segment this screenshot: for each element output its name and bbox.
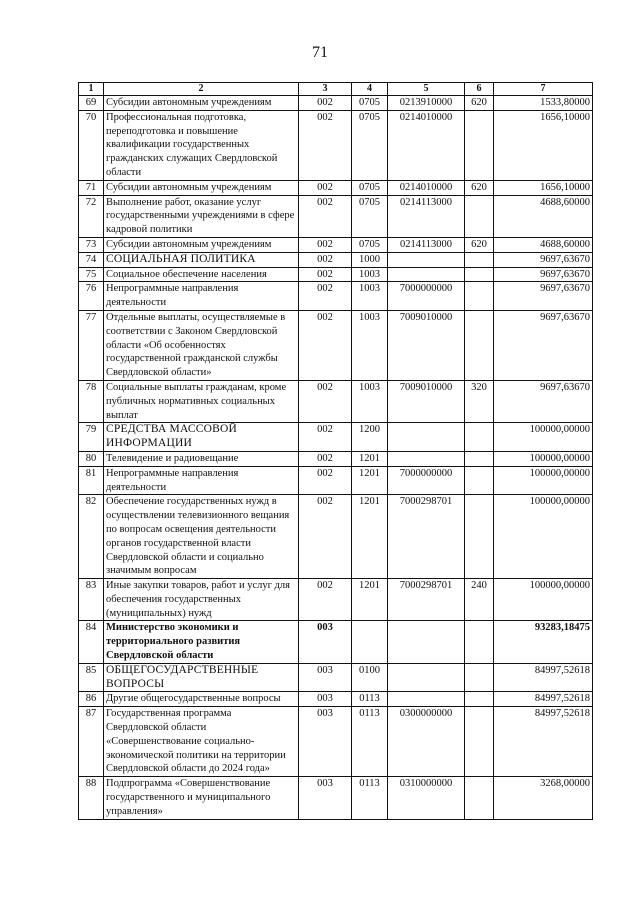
row-target-code: 0214113000 bbox=[388, 195, 465, 237]
row-expense-type-code: 320 bbox=[465, 380, 494, 422]
row-ministry-code: 002 bbox=[299, 466, 352, 495]
row-target-code: 7000000000 bbox=[388, 282, 465, 311]
row-section-code: 1201 bbox=[352, 466, 388, 495]
row-target-code: 7000298701 bbox=[388, 495, 465, 579]
col-header-3: 3 bbox=[299, 83, 352, 96]
table-row bbox=[79, 777, 593, 819]
row-expense-type-code bbox=[465, 466, 494, 495]
row-target-code: 7000298701 bbox=[388, 579, 465, 621]
row-target-code bbox=[388, 451, 465, 466]
row-target-code: 0310000000 bbox=[388, 777, 465, 819]
table-row bbox=[79, 310, 593, 380]
row-section-code: 0113 bbox=[352, 692, 388, 707]
row-expense-type-code bbox=[465, 777, 494, 819]
row-ministry-code: 002 bbox=[299, 423, 352, 452]
table-row bbox=[79, 267, 593, 282]
row-section-code: 0113 bbox=[352, 777, 388, 819]
row-description: Социальное обеспечение населения bbox=[104, 267, 299, 282]
row-number: 84 bbox=[79, 621, 104, 663]
row-section-code: 1200 bbox=[352, 423, 388, 452]
row-expense-type-code bbox=[465, 692, 494, 707]
row-section-code: 0113 bbox=[352, 707, 388, 777]
table-row bbox=[79, 423, 593, 452]
row-ministry-code: 003 bbox=[299, 692, 352, 707]
row-amount: 93283,18475 bbox=[494, 621, 593, 663]
row-target-code: 7009010000 bbox=[388, 310, 465, 380]
row-section-code bbox=[352, 621, 388, 663]
row-target-code bbox=[388, 267, 465, 282]
row-number: 82 bbox=[79, 495, 104, 579]
col-header-1: 1 bbox=[79, 83, 104, 96]
table-row bbox=[79, 96, 593, 111]
row-ministry-code: 002 bbox=[299, 267, 352, 282]
row-expense-type-code bbox=[465, 451, 494, 466]
row-description: Субсидии автономным учреждениям bbox=[104, 96, 299, 111]
row-description: Обеспечение государственных нужд в осуществлении телевизионного вещания по вопросам освещения деятельности органов государственной власти Свердловской области и социально значимым вопросам bbox=[104, 495, 299, 579]
row-number: 86 bbox=[79, 692, 104, 707]
row-description: Государственная программа Свердловской области «Совершенствование социально-экономической политики на территории Свердловской области до 2024 года» bbox=[104, 707, 299, 777]
row-number: 76 bbox=[79, 282, 104, 311]
row-amount: 84997,52618 bbox=[494, 692, 593, 707]
row-ministry-code: 002 bbox=[299, 110, 352, 180]
table-body bbox=[79, 96, 593, 820]
row-number: 85 bbox=[79, 663, 104, 692]
row-description: Субсидии автономным учреждениям bbox=[104, 180, 299, 195]
row-amount: 100000,00000 bbox=[494, 423, 593, 452]
row-target-code bbox=[388, 692, 465, 707]
col-header-7: 7 bbox=[494, 83, 593, 96]
row-description: Отдельные выплаты, осуществляемые в соответствии с Законом Свердловской области «Об особенностях государственной гражданской службы Свердловской области» bbox=[104, 310, 299, 380]
row-section-code: 1201 bbox=[352, 495, 388, 579]
row-number: 87 bbox=[79, 707, 104, 777]
row-description: Иные закупки товаров, работ и услуг для обеспечения государственных (муниципальных) нужд bbox=[104, 579, 299, 621]
page-number: 71 bbox=[312, 44, 328, 61]
table-row bbox=[79, 495, 593, 579]
row-description: Непрограммные направления деятельности bbox=[104, 282, 299, 311]
row-ministry-code: 002 bbox=[299, 310, 352, 380]
table-row bbox=[79, 237, 593, 252]
row-number: 75 bbox=[79, 267, 104, 282]
row-amount: 9697,63670 bbox=[494, 380, 593, 422]
row-number: 77 bbox=[79, 310, 104, 380]
table-row bbox=[79, 621, 593, 663]
table-row bbox=[79, 451, 593, 466]
row-ministry-code: 003 bbox=[299, 777, 352, 819]
row-target-code: 0214113000 bbox=[388, 237, 465, 252]
row-amount: 100000,00000 bbox=[494, 466, 593, 495]
row-description: Социальные выплаты гражданам, кроме публичных нормативных социальных выплат bbox=[104, 380, 299, 422]
row-number: 81 bbox=[79, 466, 104, 495]
row-expense-type-code bbox=[465, 423, 494, 452]
row-ministry-code: 003 bbox=[299, 621, 352, 663]
row-description: СРЕДСТВА МАССОВОЙ ИНФОРМАЦИИ bbox=[104, 423, 299, 452]
row-target-code bbox=[388, 423, 465, 452]
row-amount: 100000,00000 bbox=[494, 495, 593, 579]
row-number: 80 bbox=[79, 451, 104, 466]
row-description: Подпрограмма «Совершенствование государственного и муниципального управления» bbox=[104, 777, 299, 819]
row-expense-type-code bbox=[465, 310, 494, 380]
row-target-code bbox=[388, 621, 465, 663]
table-row bbox=[79, 466, 593, 495]
row-amount: 4688,60000 bbox=[494, 237, 593, 252]
row-expense-type-code bbox=[465, 707, 494, 777]
row-section-code: 0705 bbox=[352, 180, 388, 195]
table-row bbox=[79, 110, 593, 180]
row-expense-type-code bbox=[465, 282, 494, 311]
row-ministry-code: 002 bbox=[299, 237, 352, 252]
row-number: 69 bbox=[79, 96, 104, 111]
row-number: 78 bbox=[79, 380, 104, 422]
row-expense-type-code bbox=[465, 495, 494, 579]
table-row bbox=[79, 282, 593, 311]
row-number: 88 bbox=[79, 777, 104, 819]
row-section-code: 1003 bbox=[352, 310, 388, 380]
row-description: Министерство экономики и территориального развития Свердловской области bbox=[104, 621, 299, 663]
row-amount: 1656,10000 bbox=[494, 180, 593, 195]
row-ministry-code: 002 bbox=[299, 579, 352, 621]
row-amount: 9697,63670 bbox=[494, 267, 593, 282]
row-amount: 84997,52618 bbox=[494, 707, 593, 777]
table-header-row bbox=[79, 83, 593, 96]
table-row bbox=[79, 692, 593, 707]
budget-table bbox=[78, 82, 593, 820]
row-number: 72 bbox=[79, 195, 104, 237]
row-ministry-code: 003 bbox=[299, 663, 352, 692]
row-description: ОБЩЕГОСУДАРСТВЕННЫЕ ВОПРОСЫ bbox=[104, 663, 299, 692]
row-ministry-code: 002 bbox=[299, 195, 352, 237]
row-expense-type-code bbox=[465, 267, 494, 282]
row-ministry-code: 002 bbox=[299, 495, 352, 579]
row-expense-type-code: 240 bbox=[465, 579, 494, 621]
row-description: Другие общегосударственные вопросы bbox=[104, 692, 299, 707]
row-ministry-code: 002 bbox=[299, 252, 352, 267]
row-number: 71 bbox=[79, 180, 104, 195]
row-section-code: 1003 bbox=[352, 380, 388, 422]
row-ministry-code: 002 bbox=[299, 96, 352, 111]
row-number: 83 bbox=[79, 579, 104, 621]
row-ministry-code: 002 bbox=[299, 380, 352, 422]
row-number: 79 bbox=[79, 423, 104, 452]
row-amount: 84997,52618 bbox=[494, 663, 593, 692]
row-amount: 9697,63670 bbox=[494, 310, 593, 380]
table-row bbox=[79, 663, 593, 692]
row-expense-type-code bbox=[465, 252, 494, 267]
row-expense-type-code: 620 bbox=[465, 180, 494, 195]
row-target-code bbox=[388, 252, 465, 267]
row-description: СОЦИАЛЬНАЯ ПОЛИТИКА bbox=[104, 252, 299, 267]
row-expense-type-code: 620 bbox=[465, 237, 494, 252]
table-row bbox=[79, 252, 593, 267]
row-target-code: 0213910000 bbox=[388, 96, 465, 111]
row-section-code: 1003 bbox=[352, 267, 388, 282]
row-section-code: 1201 bbox=[352, 451, 388, 466]
row-section-code: 0705 bbox=[352, 237, 388, 252]
row-ministry-code: 002 bbox=[299, 282, 352, 311]
row-number: 73 bbox=[79, 237, 104, 252]
table-row bbox=[79, 180, 593, 195]
row-target-code: 7009010000 bbox=[388, 380, 465, 422]
row-section-code: 0705 bbox=[352, 96, 388, 111]
row-description: Выполнение работ, оказание услуг государственными учреждениями в сфере кадровой политики bbox=[104, 195, 299, 237]
row-expense-type-code: 620 bbox=[465, 96, 494, 111]
row-amount: 9697,63670 bbox=[494, 252, 593, 267]
row-ministry-code: 003 bbox=[299, 707, 352, 777]
row-description: Непрограммные направления деятельности bbox=[104, 466, 299, 495]
row-section-code: 1201 bbox=[352, 579, 388, 621]
row-ministry-code: 002 bbox=[299, 451, 352, 466]
row-section-code: 0705 bbox=[352, 195, 388, 237]
row-section-code: 1003 bbox=[352, 282, 388, 311]
row-target-code: 0214010000 bbox=[388, 180, 465, 195]
row-amount: 100000,00000 bbox=[494, 451, 593, 466]
row-description: Субсидии автономным учреждениям bbox=[104, 237, 299, 252]
row-number: 70 bbox=[79, 110, 104, 180]
row-expense-type-code bbox=[465, 195, 494, 237]
row-section-code: 1000 bbox=[352, 252, 388, 267]
row-expense-type-code bbox=[465, 663, 494, 692]
table-row bbox=[79, 195, 593, 237]
row-target-code: 0300000000 bbox=[388, 707, 465, 777]
row-section-code: 0100 bbox=[352, 663, 388, 692]
col-header-5: 5 bbox=[388, 83, 465, 96]
row-expense-type-code bbox=[465, 621, 494, 663]
table-row bbox=[79, 380, 593, 422]
row-number: 74 bbox=[79, 252, 104, 267]
row-ministry-code: 002 bbox=[299, 180, 352, 195]
row-expense-type-code bbox=[465, 110, 494, 180]
table-row bbox=[79, 707, 593, 777]
row-target-code bbox=[388, 663, 465, 692]
row-amount: 100000,00000 bbox=[494, 579, 593, 621]
table-row bbox=[79, 579, 593, 621]
row-amount: 9697,63670 bbox=[494, 282, 593, 311]
col-header-2: 2 bbox=[104, 83, 299, 96]
col-header-6: 6 bbox=[465, 83, 494, 96]
col-header-4: 4 bbox=[352, 83, 388, 96]
row-amount: 4688,60000 bbox=[494, 195, 593, 237]
row-amount: 3268,00000 bbox=[494, 777, 593, 819]
row-section-code: 0705 bbox=[352, 110, 388, 180]
row-target-code: 0214010000 bbox=[388, 110, 465, 180]
row-amount: 1533,80000 bbox=[494, 96, 593, 111]
row-description: Телевидение и радиовещание bbox=[104, 451, 299, 466]
row-description: Профессиональная подготовка, переподготовка и повышение квалификации государственных гражданских служащих Свердловской области bbox=[104, 110, 299, 180]
row-target-code: 7000000000 bbox=[388, 466, 465, 495]
row-amount: 1656,10000 bbox=[494, 110, 593, 180]
